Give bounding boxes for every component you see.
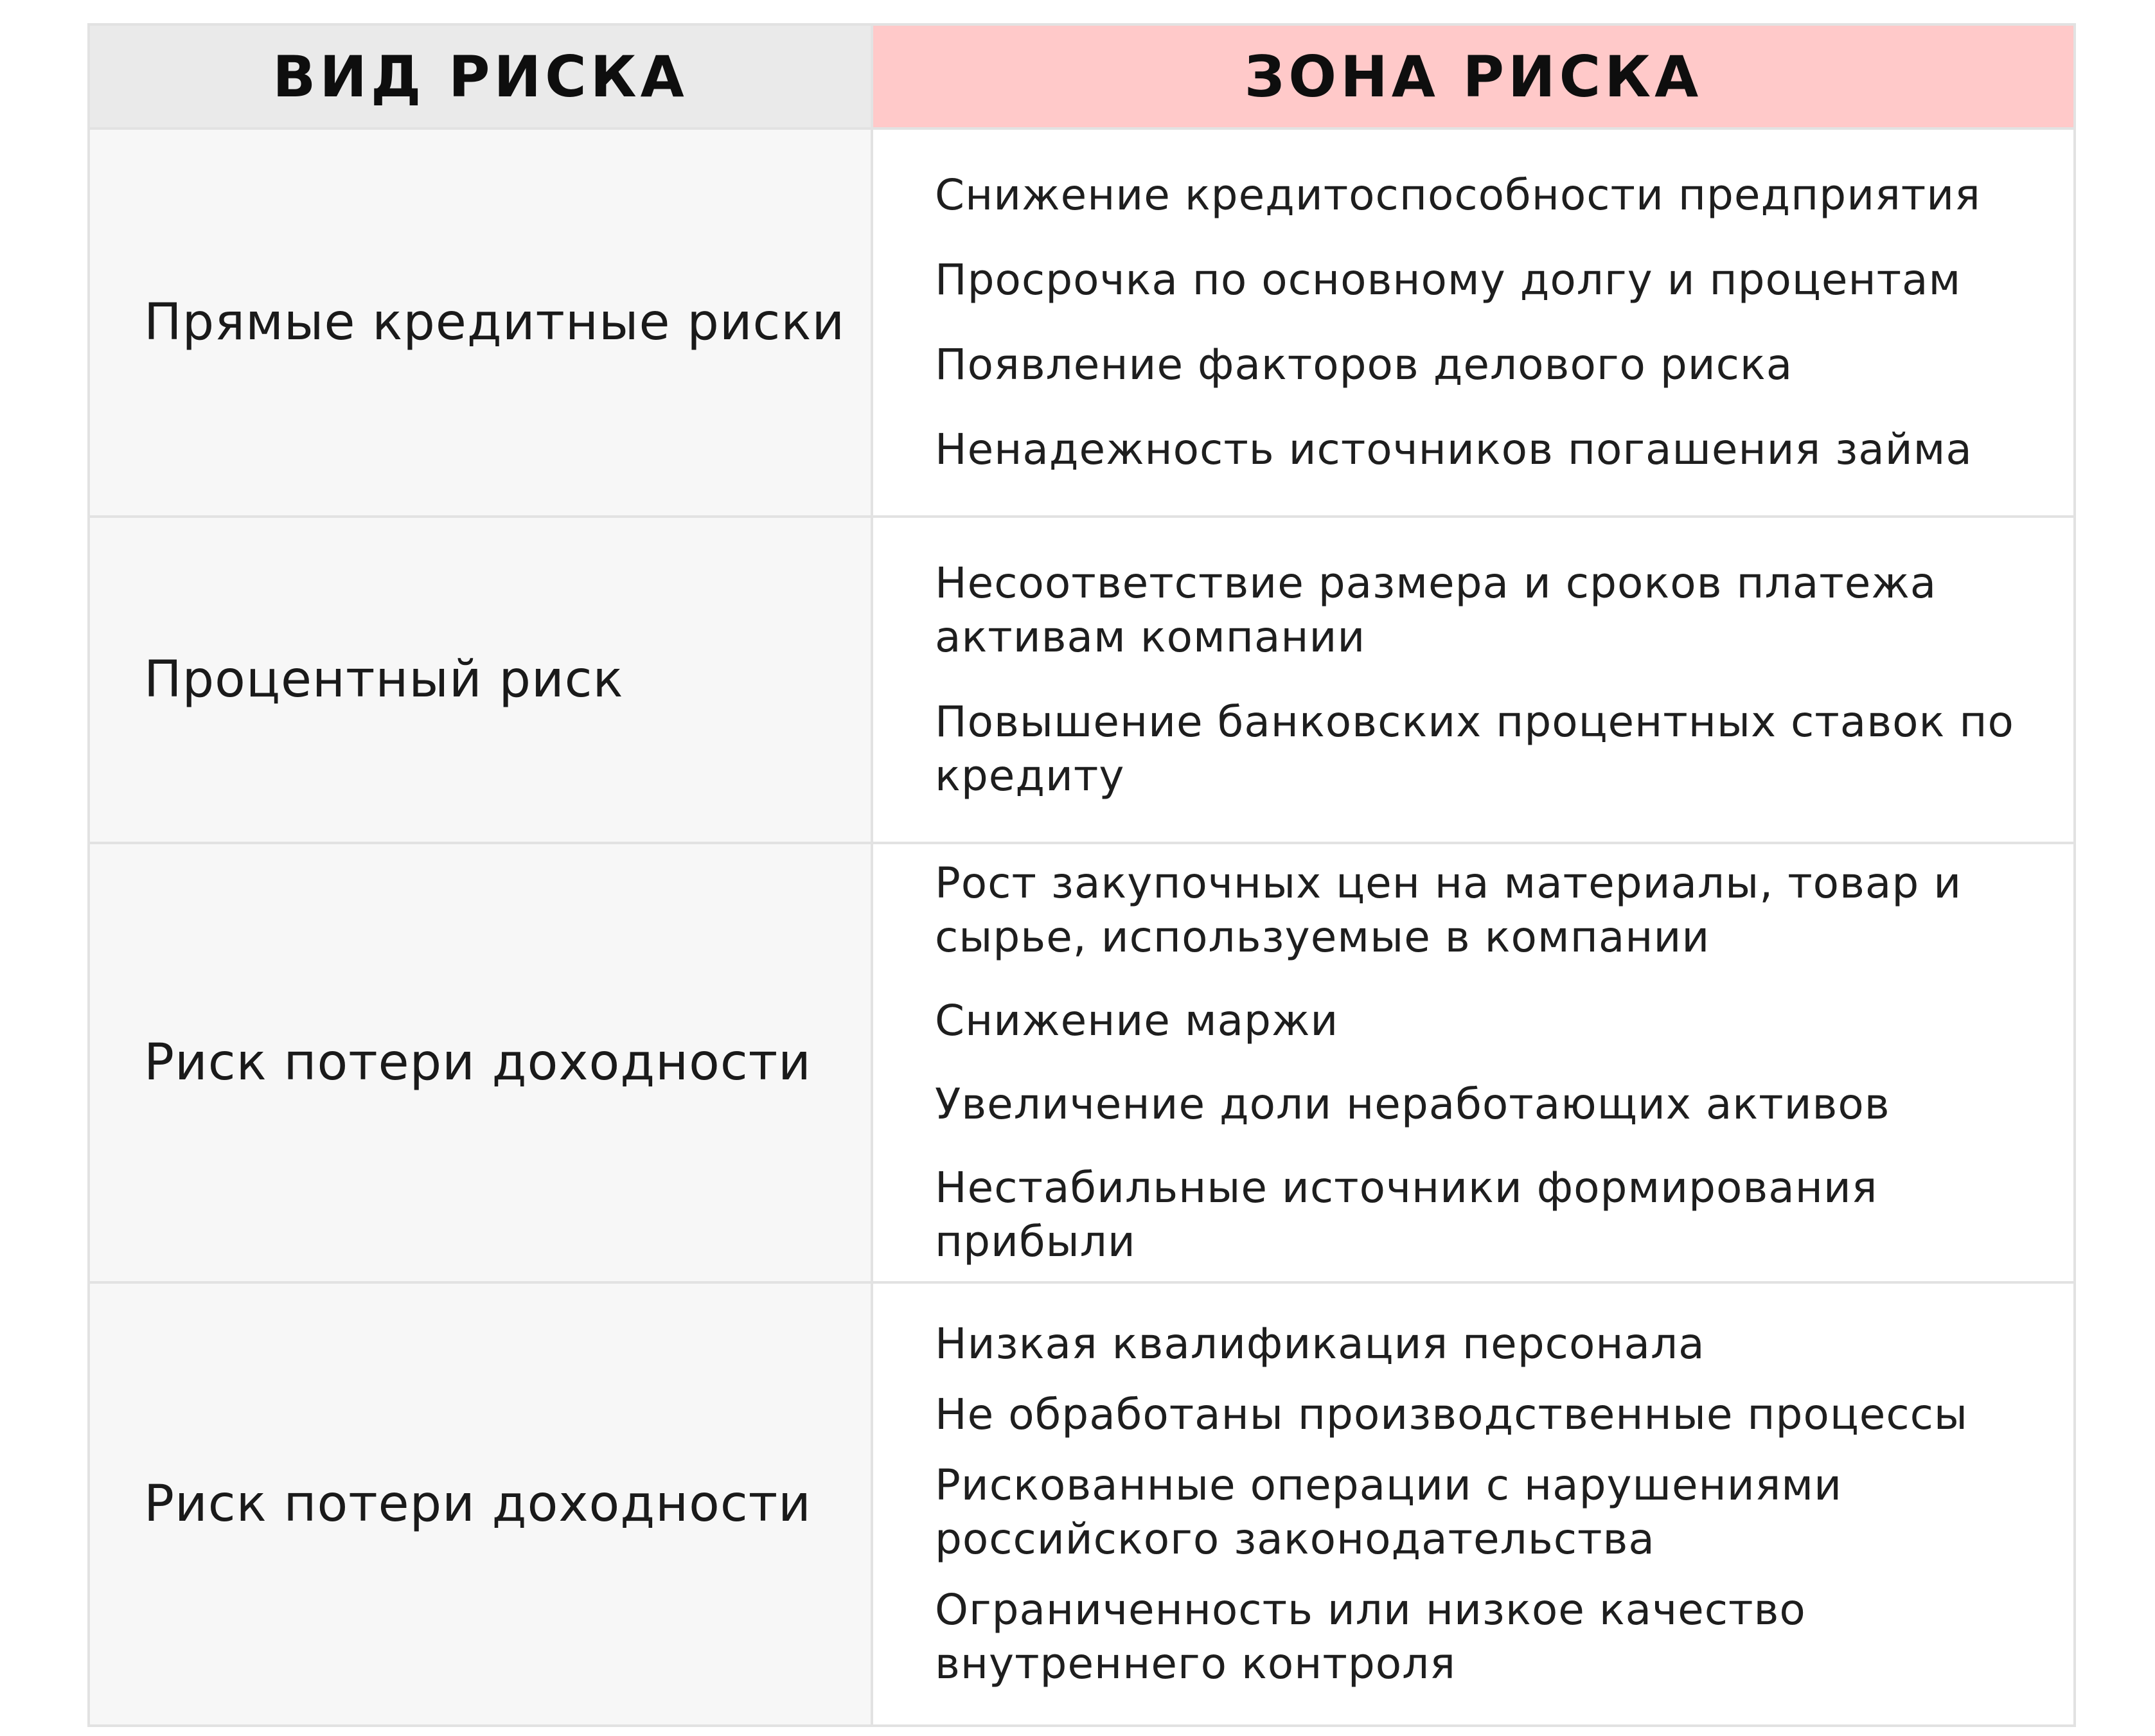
risk-type-cell: Прямые кредитные риски xyxy=(89,128,872,517)
risk-zone-item: Рискованные операции с нарушениями российского законодательства xyxy=(935,1460,1842,1564)
risk-zone-cell xyxy=(872,1282,2075,1726)
risk-type-cell: Риск потери доходности xyxy=(89,1282,872,1726)
risk-zone-item: Ограниченность или низкое качество внутреннего контроля xyxy=(935,1585,1806,1688)
risk-type-cell: Риск потери доходности xyxy=(89,843,872,1282)
risk-zone-item: Низкая квалификация персонала xyxy=(935,1319,1705,1368)
risk-zone-item: Несоответствие размера и сроков платежа активам компании xyxy=(935,558,1937,662)
table-row xyxy=(89,128,2075,517)
risk-zone-cell xyxy=(872,128,2075,517)
risk-zone-item: Увеличение доли неработающих активов xyxy=(935,1079,1890,1129)
risk-zone-item: Рост закупочных цен на материалы, товар и сырье, используемые в компании xyxy=(935,858,1962,962)
risk-zone-item: Снижение маржи xyxy=(935,996,1339,1045)
risk-zone-item: Просрочка по основному долгу и процентам xyxy=(935,255,1962,305)
risk-zone-item: Повышение банковских процентных ставок по кредиту xyxy=(935,697,2014,801)
risk-zone-item: Появление факторов делового риска xyxy=(935,340,1793,389)
table-row xyxy=(89,1282,2075,1726)
risk-zone-item: Снижение кредитоспособности предприятия xyxy=(935,170,1981,220)
table-header-row xyxy=(89,24,2075,128)
risk-zone-item: Нестабильные источники формирования прибыли xyxy=(935,1163,1878,1266)
risk-zone-item: Не обработаны производственные процессы xyxy=(935,1390,1969,1439)
risk-zone-item: Ненадежность источников погашения займа xyxy=(935,425,1973,474)
table-row xyxy=(89,517,2075,843)
header-risk-zone: ЗОНА РИСКА xyxy=(872,24,2075,128)
risk-zone-cell xyxy=(872,517,2075,843)
risk-zone-cell xyxy=(872,843,2075,1282)
header-risk-type: ВИД РИСКА xyxy=(89,24,872,128)
table-row xyxy=(89,843,2075,1282)
risk-table xyxy=(87,23,2076,1727)
risk-type-cell: Процентный риск xyxy=(89,517,872,843)
